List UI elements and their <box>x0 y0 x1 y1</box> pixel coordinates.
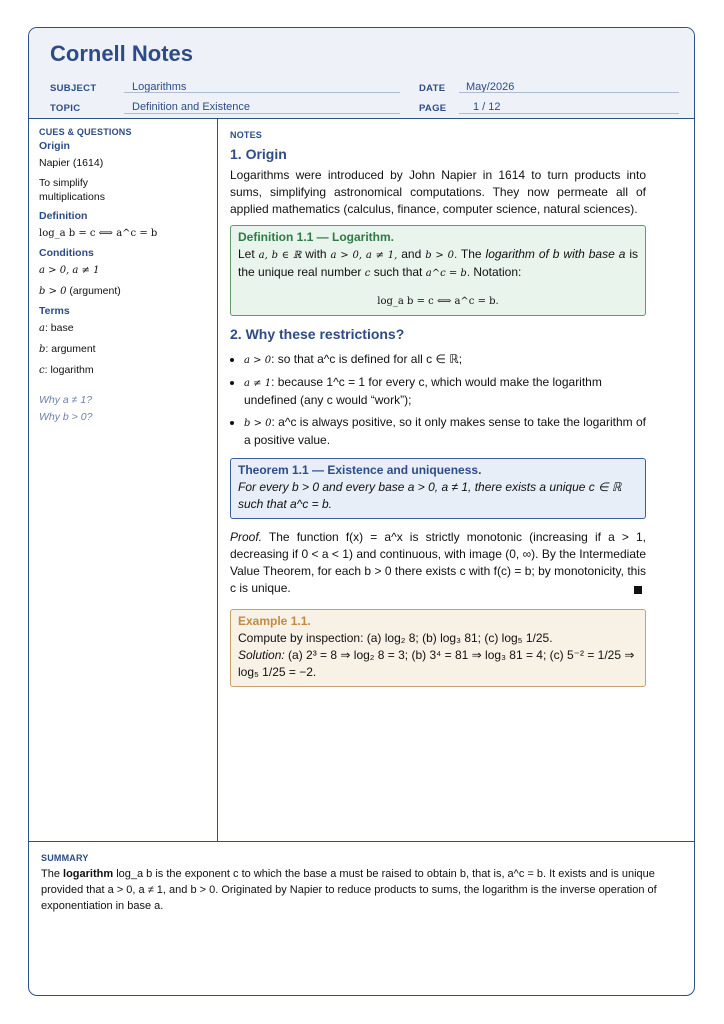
subject-value: Logarithms <box>132 81 187 93</box>
summary-divider <box>29 841 694 842</box>
theorem-title: Theorem 1.1 — Existence and uniqueness. <box>238 463 482 477</box>
definition-display-formula: log_a b = c ⟺ a^c = b. <box>377 296 499 307</box>
date-value: May/2026 <box>466 81 515 93</box>
example-title: Example 1.1. <box>238 614 311 628</box>
cue-condition-math: b > 0 <box>39 286 67 297</box>
cues-column <box>39 127 211 428</box>
definition-body: Let a, b ∈ ℝ with a > 0, a ≠ 1, and b > 0. The logarithm of b with base a is the unique real number c such that a^c = b. Notation: <box>238 247 638 279</box>
section-title: 1. Origin <box>230 146 287 162</box>
topic-underline <box>124 113 400 114</box>
cue-origin-title: Origin <box>39 140 70 152</box>
cue-condition: a > 0, a ≠ 1 <box>39 265 100 276</box>
theorem-body: For every b > 0 and every base a > 0, a ≠ 1, there exists a unique c ∈ ℝ such that a^c = b. <box>238 480 622 511</box>
topic-value: Definition and Existence <box>132 101 251 113</box>
summary-section <box>41 850 679 914</box>
subject-label: SUBJECT <box>50 83 97 94</box>
theorem-box <box>230 458 646 519</box>
example-solution: Solution: (a) 2³ = 8 ⇒ log₂ 8 = 3; (b) 3⁴ = 81 ⇒ log₃ 81 = 4; (c) 5⁻² = 1/25 ⇒ log₅ 1/25 = −2. <box>238 648 635 679</box>
origin-paragraph: Logarithms were introduced by John Napier in 1614 to turn products into sums, simplifying astronomical computations. They now permeate all of applied mathematics (calculus, finance, computer science, natural sciences). <box>230 168 646 216</box>
date-label: DATE <box>419 83 446 94</box>
definition-box <box>230 225 646 316</box>
term-text: : logarithm <box>44 364 94 376</box>
summary-text: The logarithm log_a b is the exponent c to which the base a must be raised to obtain b, that is, a^c = b. It exists and is unique provided that a > 0, a ≠ 1, and b > 0. Originated by Napier to reduce products to sums, the logarithm is the inverse operation of exponentiation in base a. <box>41 868 657 912</box>
cue-origin-item: To simplify multiplications <box>39 177 105 203</box>
cue-origin-item: Napier (1614) <box>39 157 104 169</box>
section-title: 2. Why these restrictions? <box>230 326 405 342</box>
topic-label: TOPIC <box>50 103 81 114</box>
term-symbol: c <box>39 365 45 376</box>
page-label: PAGE <box>419 103 447 114</box>
notes-column <box>230 127 646 694</box>
term-text: : argument <box>45 343 96 355</box>
list-item: • a > 0: so that a^c is defined for all c ∈ ℝ; <box>244 351 646 369</box>
list-item: • b > 0: a^c is always positive, so it only makes sense to take the logarithm of a positive value. <box>244 414 646 449</box>
term-text: : base <box>44 322 74 334</box>
subject-underline <box>124 92 400 93</box>
proof-label: Proof. <box>230 530 263 544</box>
cue-condition-text: (argument) <box>66 285 121 297</box>
restrictions-list <box>230 351 646 449</box>
notes-heading: NOTES <box>230 130 263 140</box>
page-value: 1 / 12 <box>473 101 501 113</box>
cues-heading: CUES & QUESTIONS <box>39 127 132 137</box>
proof-text: The function f(x) = a^x is strictly monotonic (increasing if a > 1, decreasing if 0 < a < 1) and continuous, with image (0, ∞). By the Intermediate Value Theorem, for each b > 0 there exists c with f(c) = b; by monotonicity, this c is unique. <box>230 530 646 595</box>
cue-definition-title: Definition <box>39 210 88 222</box>
cue-question: Why a ≠ 1? <box>39 394 93 406</box>
cue-conditions-title: Conditions <box>39 247 94 259</box>
term-symbol: a <box>39 323 45 334</box>
header <box>29 28 694 119</box>
cue-definition-formula: log_a b = c ⟺ a^c = b <box>39 228 158 239</box>
example-box <box>230 609 646 687</box>
column-divider <box>217 119 218 842</box>
page-title: Cornell Notes <box>50 41 194 66</box>
list-item: • a ≠ 1: because 1^c = 1 for every c, which would make the logarithm undefined (any c would “work”); <box>244 374 646 409</box>
page-underline <box>459 113 679 114</box>
date-underline <box>459 92 679 93</box>
cornell-notes-frame <box>28 27 695 996</box>
summary-heading: SUMMARY <box>41 853 89 863</box>
definition-title: Definition 1.1 — Logarithm. <box>238 230 395 244</box>
cue-terms-title: Terms <box>39 305 70 317</box>
proof-paragraph <box>230 529 646 597</box>
example-prompt: Compute by inspection: (a) log₂ 8; (b) log₃ 81; (c) log₅ 1/25. <box>238 631 553 645</box>
qed-square-icon <box>634 586 642 594</box>
cue-question: Why b > 0? <box>39 411 93 423</box>
term-symbol: b <box>39 344 46 355</box>
